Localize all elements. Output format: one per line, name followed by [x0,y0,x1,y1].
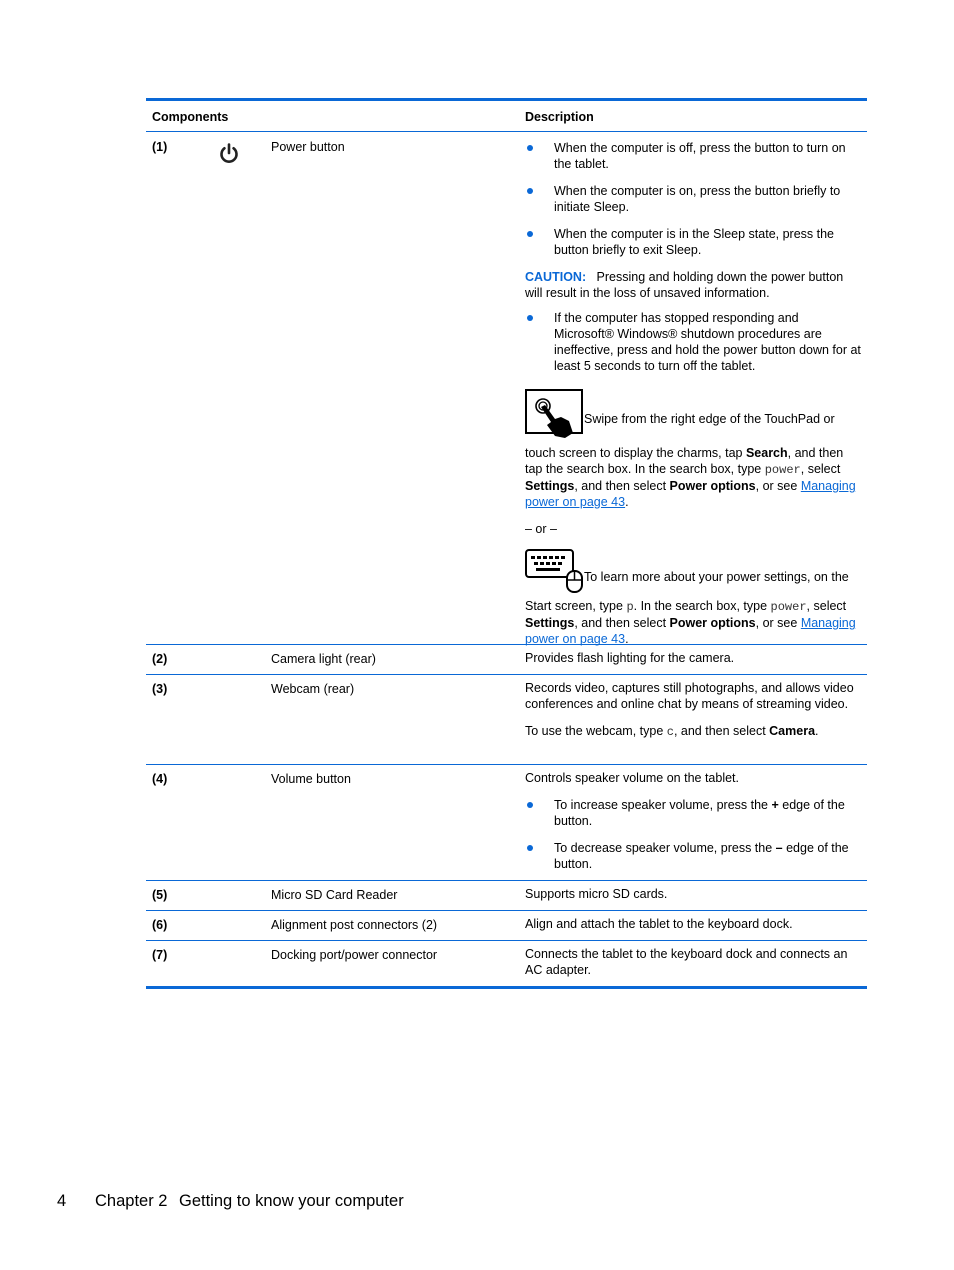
table-row [146,911,867,941]
text-bold: + [771,798,779,812]
touch-text [525,445,861,510]
description-text: Align and attach the tablet to the keyboard dock. [525,917,793,931]
caution-label: CAUTION: [525,270,587,284]
touch-gesture-icon [525,389,584,443]
table-row [146,765,867,881]
component-name: Power button [271,140,345,154]
keyboard-instruction [525,549,861,647]
description [525,132,861,647]
table-row [146,675,867,765]
keyboard-mouse-icon [525,549,584,598]
page-number: 4 [57,1192,67,1210]
table-row [146,881,867,911]
bullet-item [525,797,861,829]
components-table [146,98,867,989]
text: edge of the button. [554,841,849,871]
row-number: (1) [152,140,168,154]
bullet-item: When the computer is off, press the button to turn on the tablet. [525,140,861,172]
text-bold: – [775,841,783,855]
chapter-label: Chapter 2 [95,1192,168,1210]
text-bold: Camera [769,724,816,738]
text-bold: Power options [669,479,756,493]
component-name: Alignment post connectors (2) [271,918,438,932]
text: , select [800,462,841,476]
table-row [146,941,867,986]
text: To use the webcam, type [525,724,667,738]
text: , select [806,599,847,613]
row-number: (5) [152,888,168,902]
description-text: Controls speaker volume on the tablet. [525,771,740,785]
keyboard-lead: To learn more about your power settings, on the [584,570,849,584]
text: , or see [755,616,801,630]
managing-power-link[interactable]: Managing power on page 43 [525,479,856,509]
text: . [815,724,819,738]
text-bold: Settings [525,479,575,493]
code-text: power [770,600,807,614]
row-number: (4) [152,772,168,786]
bullet-item: When the computer is in the Sleep state, press the button briefly to exit Sleep. [525,226,861,258]
text: . [625,495,629,509]
or-separator: – or – [525,522,557,536]
description [525,941,861,978]
component-name: Webcam (rear) [271,682,355,696]
code-text: c [666,725,674,739]
webcam-instruction [525,723,861,740]
description [525,881,861,902]
bullet-item: When the computer is on, press the button briefly to initiate Sleep. [525,183,861,215]
text: , and then select [574,616,670,630]
chapter-title: Getting to know your computer [179,1192,404,1210]
keyboard-text [525,598,861,647]
table-row [146,645,867,675]
text: , or see [755,479,801,493]
component-name: Volume button [271,772,351,786]
bullet-item: If the computer has stopped responding and Microsoft® Windows® shutdown procedures are ineffective, press and hold the power button down for at least 5 seconds to turn off the tablet. [525,310,861,374]
component-name: Docking port/power connector [271,948,438,962]
text: To increase speaker volume, press the [554,798,772,812]
header-description: Description [525,110,594,124]
text: , and then tap the search box. In the search box, type [525,446,844,476]
description-text: Provides flash lighting for the camera. [525,651,735,665]
text-bold: Power options [669,616,756,630]
text: To decrease speaker volume, press the [554,841,776,855]
component-name: Camera light (rear) [271,652,376,666]
component-name: Micro SD Card Reader [271,888,398,902]
caution-note [525,269,861,301]
row-number: (6) [152,918,168,932]
text: touch screen to display the charms, tap [525,446,746,460]
text: . [625,632,629,646]
touch-instruction [525,389,861,510]
code-text: p [626,600,634,614]
touch-lead: Swipe from the right edge of the TouchPad or [584,412,835,426]
managing-power-link[interactable]: Managing power on page 43 [525,616,856,646]
text-bold: Settings [525,616,575,630]
text: , and then select [673,724,770,738]
code-text: power [764,463,801,477]
text: . In the search box, type [633,599,771,613]
text: edge of the button. [554,798,845,828]
power-icon [218,142,240,167]
caution-text: Pressing and holding down the power button will result in the loss of unsaved information. [525,270,844,300]
description-text: Supports micro SD cards. [525,887,668,901]
description [525,675,861,740]
header-components: Components [152,110,229,124]
row-number: (2) [152,652,168,666]
row-number: (3) [152,682,168,696]
description [525,765,861,872]
description [525,645,861,666]
description-text: Connects the tablet to the keyboard dock and connects an AC adapter. [525,947,848,977]
text: , and then select [574,479,670,493]
text-bold: Search [745,446,788,460]
text: Start screen, type [525,599,627,613]
row-number: (7) [152,948,168,962]
bullet-item [525,840,861,872]
table-header [146,101,867,132]
description [525,911,861,932]
table-row [146,132,867,645]
description-text: Records video, captures still photographs, and allows video conferences and online chat by means of streaming video. [525,681,854,711]
